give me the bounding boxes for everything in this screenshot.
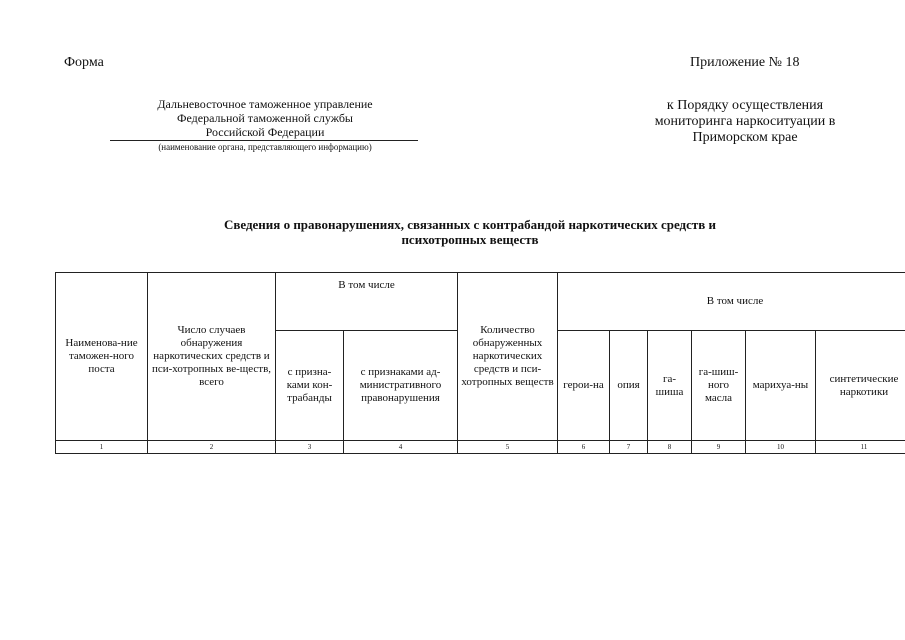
header-heroin: герои-на — [558, 331, 610, 441]
header-hashish-oil: га-шиш-ного масла — [692, 331, 746, 441]
column-number: 10 — [746, 441, 816, 454]
header-post-name: Наименова-ние таможен-ного поста — [56, 273, 148, 441]
order-line: к Порядку осуществления — [666, 98, 824, 113]
column-number: 3 — [276, 441, 344, 454]
organization-caption: (наименование органа, представляющего информацию) — [158, 142, 372, 152]
organization-line: Дальневосточное таможенное управление — [157, 97, 373, 111]
document-title — [180, 217, 760, 247]
header-group-including-1: В том числе — [276, 273, 458, 331]
column-number: 8 — [648, 441, 692, 454]
header-cases-total: Число случаев обнаружения наркотических средств и пси-хотропных ве-ществ, всего — [148, 273, 276, 441]
header-marijuana: марихуа-ны — [746, 331, 816, 441]
header-quantity: Количество обнаруженных наркотических средств и пси-хотропных веществ — [458, 273, 558, 441]
form-label: Форма — [64, 55, 104, 70]
appendix-label: Приложение № 18 — [690, 55, 800, 70]
column-number: 9 — [692, 441, 746, 454]
column-number: 6 — [558, 441, 610, 454]
title-line: Сведения о правонарушениях, связанных с контрабандой наркотических средств и — [223, 217, 717, 232]
header-administrative: с признаками ад-министративного правонарушения — [344, 331, 458, 441]
order-reference — [630, 98, 860, 146]
header-hashish: га-шиша — [648, 331, 692, 441]
column-number: 7 — [610, 441, 648, 454]
header-opium: опия — [610, 331, 648, 441]
organization-name — [112, 97, 418, 139]
header-synthetic: синтетические наркотики — [816, 331, 905, 441]
organization-underline — [110, 140, 418, 141]
header-smuggling: с призна-ками кон-трабанды — [276, 331, 344, 441]
column-number: 11 — [816, 441, 905, 454]
column-number: 2 — [148, 441, 276, 454]
order-line: Приморском крае — [692, 130, 798, 145]
title-line: психотропных веществ — [401, 232, 539, 247]
organization-line: Федеральной таможенной службы — [176, 111, 353, 125]
header-group-including-2: В том числе — [558, 273, 905, 331]
report-table — [55, 272, 905, 454]
column-number: 1 — [56, 441, 148, 454]
order-line: мониторинга наркоситуации в — [654, 114, 836, 129]
organization-line: Российской Федерации — [205, 125, 325, 139]
column-number: 5 — [458, 441, 558, 454]
column-number: 4 — [344, 441, 458, 454]
